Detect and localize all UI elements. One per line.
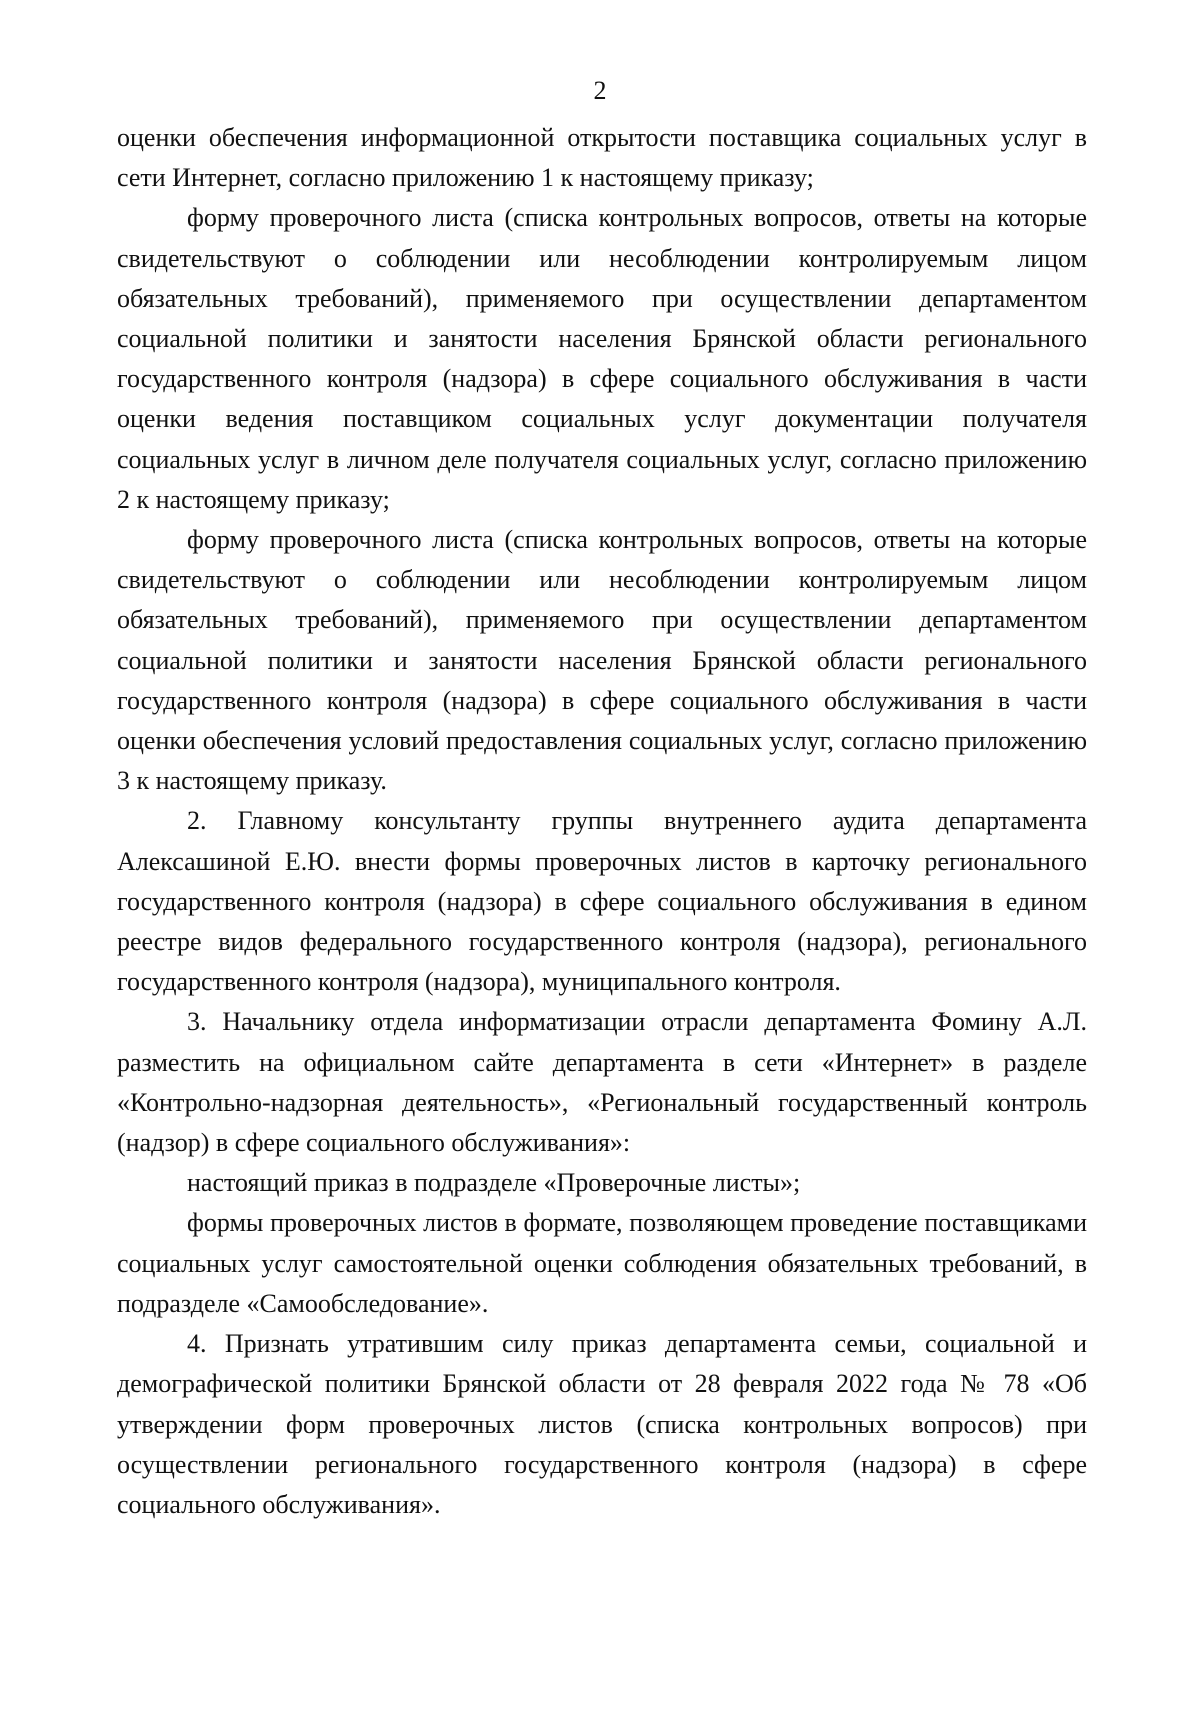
document-body — [117, 118, 1087, 1525]
paragraph-form-appendix-3: форму проверочного листа (списка контрольных вопросов, ответы на которые свидетельствуют о соблюдении или несоблюдении контролируемым лицом обязательных требований), применяемого при осуществлении департаментом социальной политики и занятости населения Брянской области регионального государственного контроля (надзора) в сфере социального обслуживания в части оценки обеспечения условий предоставления социальных услуг, согласно приложению 3 к настоящему приказу. — [117, 525, 1087, 796]
paragraph-item-3: 3. Начальнику отдела информатизации отрасли департамента Фомину А.Л. разместить на официальном сайте департамента в сети «Интернет» в разделе «Контрольно-надзорная деятельность», «Региональный государственный контроль (надзор) в сфере социального обслуживания»: — [117, 1007, 1087, 1158]
paragraph-item-4: 4. Признать утратившим силу приказ департамента семьи, социальной и демографической политики Брянской области от 28 февраля 2022 года № 78 «Об утверждении форм проверочных листов (списка контрольных вопросов) при осуществлении регионального государственного контроля (надзора) в сфере социального обслуживания». — [117, 1329, 1087, 1519]
page-number: 2 — [593, 76, 607, 105]
paragraph-continuation: оценки обеспечения информационной открытости поставщика социальных услуг в сети Интернет, согласно приложению 1 к настоящему приказу; — [117, 123, 1087, 193]
paragraph-item-3-sub-2: формы проверочных листов в формате, позволяющем проведение поставщиками социальных услуг самостоятельной оценки соблюдения обязательных требований, в подразделе «Самообследование». — [117, 1208, 1087, 1318]
paragraph-form-appendix-2: форму проверочного листа (списка контрольных вопросов, ответы на которые свидетельствуют о соблюдении или несоблюдении контролируемым лицом обязательных требований), применяемого при осуществлении департаментом социальной политики и занятости населения Брянской области регионального государственного контроля (надзора) в сфере социального обслуживания в части оценки ведения поставщиком социальных услуг документации получателя социальных услуг в личном деле получателя социальных услуг, согласно приложению 2 к настоящему приказу; — [117, 203, 1087, 514]
paragraph-item-3-sub-1: настоящий приказ в подразделе «Проверочные листы»; — [187, 1168, 801, 1198]
paragraph-item-2: 2. Главному консультанту группы внутреннего аудита департамента Алексашиной Е.Ю. внести формы проверочных листов в карточку регионального государственного контроля (надзора) в сфере социального обслуживания в едином реестре видов федерального государственного контроля (надзора), регионального государственного контроля (надзора), муниципального контроля. — [117, 806, 1087, 997]
